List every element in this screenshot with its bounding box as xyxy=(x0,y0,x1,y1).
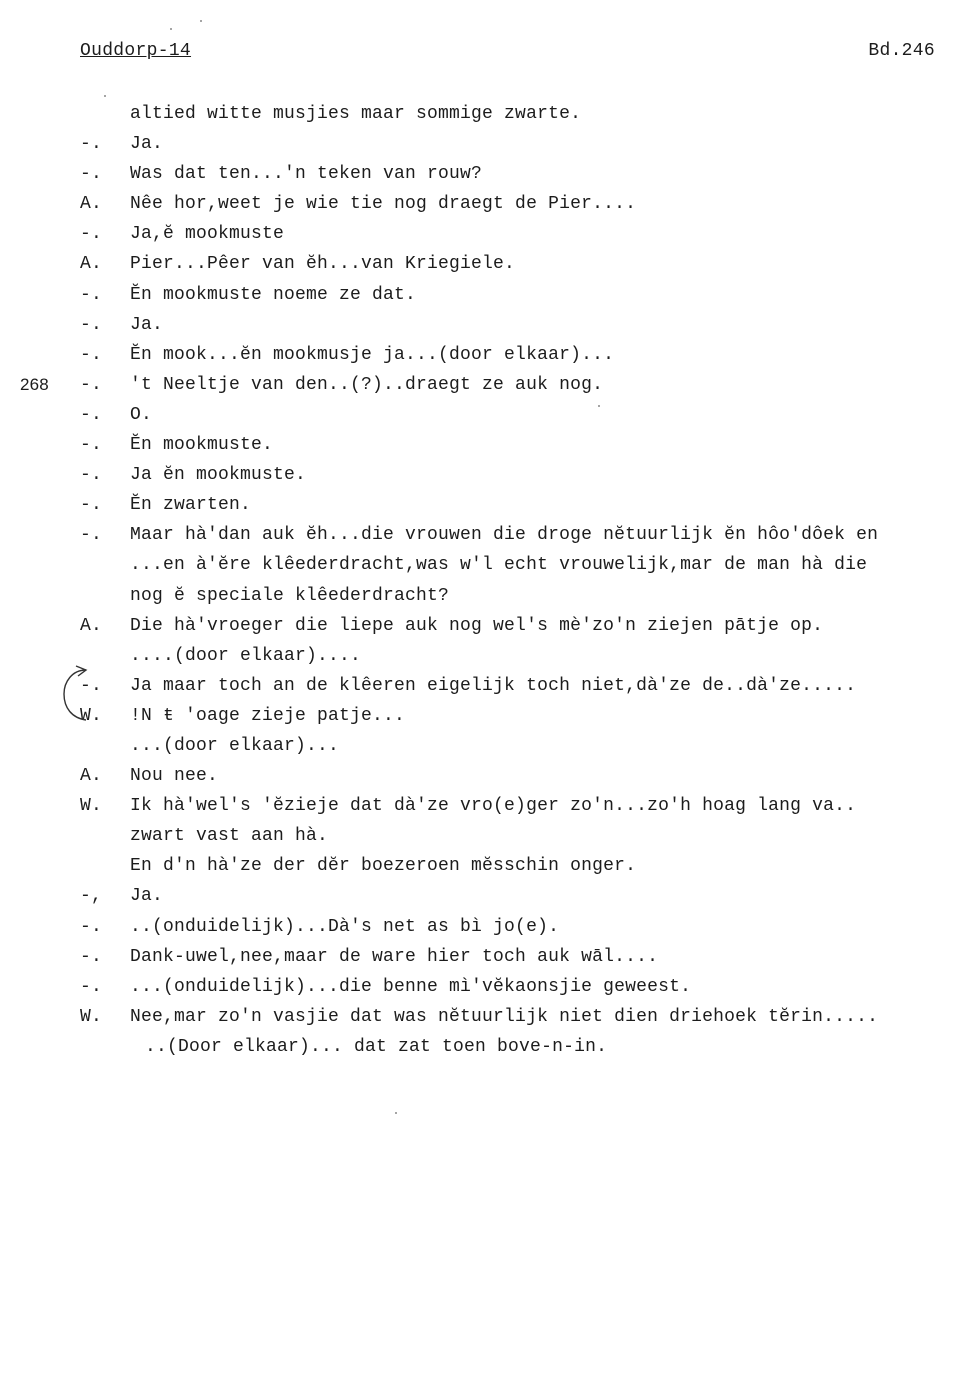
transcript-line xyxy=(0,821,973,851)
utterance-text: nog ĕ speciale klêederdracht? xyxy=(130,585,450,606)
transcript-line xyxy=(0,731,973,761)
transcript-line xyxy=(0,370,973,400)
speaker-label: -. xyxy=(80,374,103,395)
scan-speck xyxy=(104,95,106,97)
utterance-text: !N ŧ 'oage zieje patje... xyxy=(130,705,406,726)
utterance-text: Ik hà'wel's 'ĕzieje dat dà'ze vro(e)ger zo'n...zo'h hoag lang va.. xyxy=(130,796,857,817)
transcript-line xyxy=(0,972,973,1002)
speaker-label: -. xyxy=(80,435,103,456)
transcript-line xyxy=(0,400,973,430)
speaker-label: -. xyxy=(80,284,103,305)
utterance-text: Ja. xyxy=(130,886,164,907)
utterance-text: Ĕn mook...ĕn mookmusje ja...(door elkaar)... xyxy=(130,344,615,365)
utterance-text: Nêe hor,weet je wie tie nog draegt de Pier.... xyxy=(130,194,637,215)
utterance-text: Ja maar toch an de klêeren eigelijk toch niet,dà'ze de..dà'ze..... xyxy=(130,675,857,696)
speaker-label: -. xyxy=(80,495,103,516)
utterance-text: Nee,mar zo'n vasjie dat was nĕtuurlijk niet dien driehoek tĕrin..... xyxy=(130,1006,879,1027)
speaker-label: -. xyxy=(80,314,103,335)
transcript-line xyxy=(0,99,973,129)
transcript-line xyxy=(0,159,973,189)
transcript-line xyxy=(0,280,973,310)
utterance-text: Ĕn zwarten. xyxy=(130,495,252,516)
transcript-line xyxy=(0,701,973,731)
transcript-line xyxy=(0,1002,973,1032)
speaker-label: -. xyxy=(80,525,103,546)
transcript-body xyxy=(0,99,973,1062)
transcript-line xyxy=(0,249,973,279)
transcript-line xyxy=(0,881,973,911)
speaker-label: -. xyxy=(80,916,103,937)
utterance-text: Ĕn mookmuste. xyxy=(130,435,274,456)
speaker-label: -. xyxy=(80,224,103,245)
page-reference: Bd.246 xyxy=(868,41,935,61)
speaker-label: -, xyxy=(80,886,103,907)
scan-speck xyxy=(598,405,600,407)
utterance-text: Ja,ĕ mookmuste xyxy=(130,224,296,245)
transcript-line xyxy=(0,912,973,942)
utterance-text: Ja. xyxy=(130,134,164,155)
utterance-text: 't Neeltje van den..(?)..draegt ze auk nog. xyxy=(130,374,604,395)
utterance-text: Maar hà'dan auk ĕh...die vrouwen die droge nĕtuurlijk ĕn hôo'dôek en xyxy=(130,525,879,546)
scan-speck xyxy=(395,1112,397,1114)
transcript-line xyxy=(0,641,973,671)
utterance-text: En d'n hà'ze der dĕr boezeroen mĕsschin onger. xyxy=(130,856,637,877)
transcript-line xyxy=(0,581,973,611)
utterance-text: zwart vast aan hà. xyxy=(130,826,329,847)
utterance-text: ....(door elkaar).... xyxy=(130,645,362,666)
transcript-line xyxy=(0,761,973,791)
utterance-text: ...en à'ĕre klêederdracht,was w'l echt vrouwelijk,mar de man hà die xyxy=(130,555,868,576)
transcript-line xyxy=(0,189,973,219)
utterance-text: Pier...Pêer van ĕh...van Kriegiele. xyxy=(130,254,516,275)
utterance-text: altied witte musjies maar sommige zwarte. xyxy=(130,104,582,124)
transcript-line xyxy=(0,310,973,340)
speaker-label: -. xyxy=(80,465,103,486)
transcript-line xyxy=(0,340,973,370)
speaker-label: A. xyxy=(80,254,103,275)
transcript-line xyxy=(0,611,973,641)
speaker-label: A. xyxy=(80,766,103,787)
transcript-line xyxy=(0,942,973,972)
speaker-label: -. xyxy=(80,976,103,997)
utterance-text: Ja ĕn mookmuste. xyxy=(130,465,307,486)
transcript-line xyxy=(0,219,973,249)
transcript-line xyxy=(0,791,973,821)
transcript-line xyxy=(0,460,973,490)
speaker-label: -. xyxy=(80,164,103,185)
speaker-label: A. xyxy=(80,194,103,215)
utterance-text: ...(onduidelijk)...die benne mì'vĕkaonsjie geweest. xyxy=(130,976,692,997)
document-title: Ouddorp-14 xyxy=(80,41,192,61)
scan-speck xyxy=(170,28,172,30)
speaker-label: -. xyxy=(80,134,103,155)
utterance-text: O. xyxy=(130,404,153,425)
utterance-text: Ja. xyxy=(130,314,164,335)
utterance-text: ..(Door elkaar)... dat zat toen bove-n-in. xyxy=(145,1036,608,1057)
speaker-label: W. xyxy=(80,1006,103,1027)
transcript-line xyxy=(0,129,973,159)
transcript-line xyxy=(0,520,973,550)
utterance-text: Nou nee. xyxy=(130,766,219,787)
speaker-label: -. xyxy=(80,946,103,967)
speaker-label: -. xyxy=(80,344,103,365)
utterance-text: Ĕn mookmuste noeme ze dat. xyxy=(130,284,417,305)
speaker-label: -. xyxy=(80,404,103,425)
utterance-text: Dank-uwel,nee,maar de ware hier toch auk wāl.... xyxy=(130,946,659,967)
utterance-text: ...(door elkaar)... xyxy=(130,735,340,756)
scan-speck xyxy=(200,20,202,22)
margin-bracket-mark xyxy=(62,664,88,726)
transcript-line xyxy=(0,550,973,580)
transcript-line xyxy=(0,430,973,460)
margin-number: 268 xyxy=(20,374,49,394)
utterance-text: ..(onduidelijk)...Dà's net as bì jo(e). xyxy=(130,916,560,937)
speaker-label: W. xyxy=(80,796,103,817)
transcript-line xyxy=(0,490,973,520)
utterance-text: Die hà'vroeger die liepe auk nog wel's mè'zo'n ziejen pātje op. xyxy=(130,615,824,636)
speaker-label: A. xyxy=(80,615,103,636)
speaker-label: W. xyxy=(80,705,103,726)
utterance-text: Was dat ten...'n teken van rouw? xyxy=(130,164,483,185)
speaker-label: -. xyxy=(80,675,103,696)
transcript-line xyxy=(0,1032,973,1062)
transcript-line xyxy=(0,671,973,701)
transcript-line xyxy=(0,851,973,881)
